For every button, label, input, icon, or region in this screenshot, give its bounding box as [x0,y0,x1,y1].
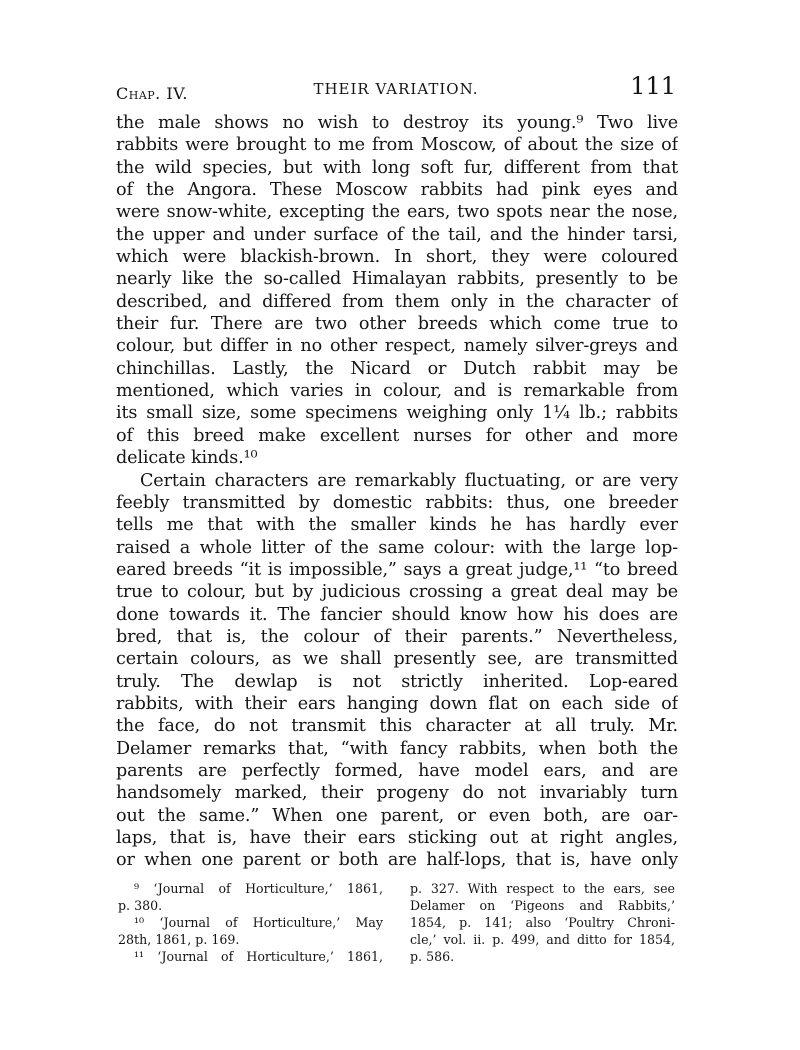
text-line: feebly transmitted by domestic rabbits: thus, one breeder [116,492,678,513]
text-line: rabbits, with their ears hanging down flat on each side of [116,693,678,714]
text-line: of this breed make excellent nurses for other and more [116,425,678,446]
running-title: THEIR VARIATION. [313,80,479,98]
footnotes-right-column [410,880,675,965]
footnote-line: Delamer on ‘Pigeons and Rabbits,’ [410,898,675,913]
text-line: chinchillas. Lastly, the Nicard or Dutch rabbit may be [116,358,678,379]
footnote-line: 28th, 1861, p. 169. [118,932,240,947]
footnotes-left-column [118,880,383,965]
text-line: or when one parent or both are half-lops, that is, have only [116,850,678,871]
text-line: their fur. There are two other breeds which come true to [116,314,678,335]
text-line: tells me that with the smaller kinds he has hardly ever [116,515,678,536]
text-line: bred, that is, the colour of their parents.” Nevertheless, [116,626,678,647]
text-line: raised a whole litter of the same colour: with the large lop- [116,537,678,558]
body-text [116,112,678,872]
text-line: true to colour, but by judicious crossing a great deal may be [116,582,678,603]
text-line: delicate kinds.¹⁰ [116,448,258,469]
text-line: done towards it. The fancier should know how his does are [116,604,678,625]
page-number: 111 [630,72,676,100]
paragraph-2 [116,470,678,872]
text-line: were snow-white, excepting the ears, two spots near the nose, [116,202,678,223]
text-line: parents are perfectly formed, have model ears, and are [116,760,678,781]
text-line: colour, but differ in no other respect, namely silver-greys and [116,336,678,357]
text-line: of the Angora. These Moscow rabbits had pink eyes and [116,180,678,201]
footnote-line: p. 327. With respect to the ears, see [410,881,675,896]
footnote-line: ¹⁰ ‘Journal of Horticulture,’ May [134,915,383,930]
text-line: nearly like the so-called Himalayan rabbits, presently to be [116,269,678,290]
text-line: its small size, some specimens weighing only 1¼ lb.; rabbits [116,403,678,424]
text-line: Certain characters are remarkably fluctuating, or are very [140,470,678,491]
text-line: out the same.” When one parent, or even both, are oar- [116,805,678,826]
text-line: the wild species, but with long soft fur, different from that [116,157,678,178]
chapter-label: Chap. IV. [116,84,189,103]
footnote-line: p. 380. [118,898,163,913]
text-line: certain colours, as we shall presently see, are transmitted [116,649,678,670]
text-line: which were blackish-brown. In short, they were coloured [116,247,678,268]
running-header [116,72,676,112]
text-line: Delamer remarks that, “with fancy rabbits, when both the [116,738,678,759]
text-line: truly. The dewlap is not strictly inherited. Lop-eared [116,671,678,692]
text-line: the male shows no wish to destroy its young.⁹ Two live [116,113,678,133]
footnote-line: p. 586. [410,949,455,964]
paragraph-1 [116,112,678,470]
footnotes [118,880,678,980]
text-line: eared breeds “it is impossible,” says a great judge,¹¹ “to breed [116,559,678,580]
text-line: the upper and under surface of the tail, and the hinder tarsi, [116,224,678,245]
footnote-line: 1854, p. 141; also ‘Poultry Chroni- [410,915,675,930]
text-line: mentioned, which varies in colour, and is remarkable from [116,381,678,402]
footnote-line: ⁹ ‘Journal of Horticulture,’ 1861, [134,881,383,896]
text-line: the face, do not transmit this character at all truly. Mr. [116,716,678,737]
text-line: described, and differed from them only in the character of [116,291,678,312]
text-line: handsomely marked, their progeny do not invariably turn [116,783,678,804]
footnote-line: ¹¹ ‘Journal of Horticulture,’ 1861, [134,949,383,964]
text-line: rabbits were brought to me from Moscow, of about the size of [116,135,678,156]
footnote-line: cle,’ vol. ii. p. 499, and ditto for 1854, [410,932,675,947]
text-line: laps, that is, have their ears sticking out at right angles, [116,828,678,848]
